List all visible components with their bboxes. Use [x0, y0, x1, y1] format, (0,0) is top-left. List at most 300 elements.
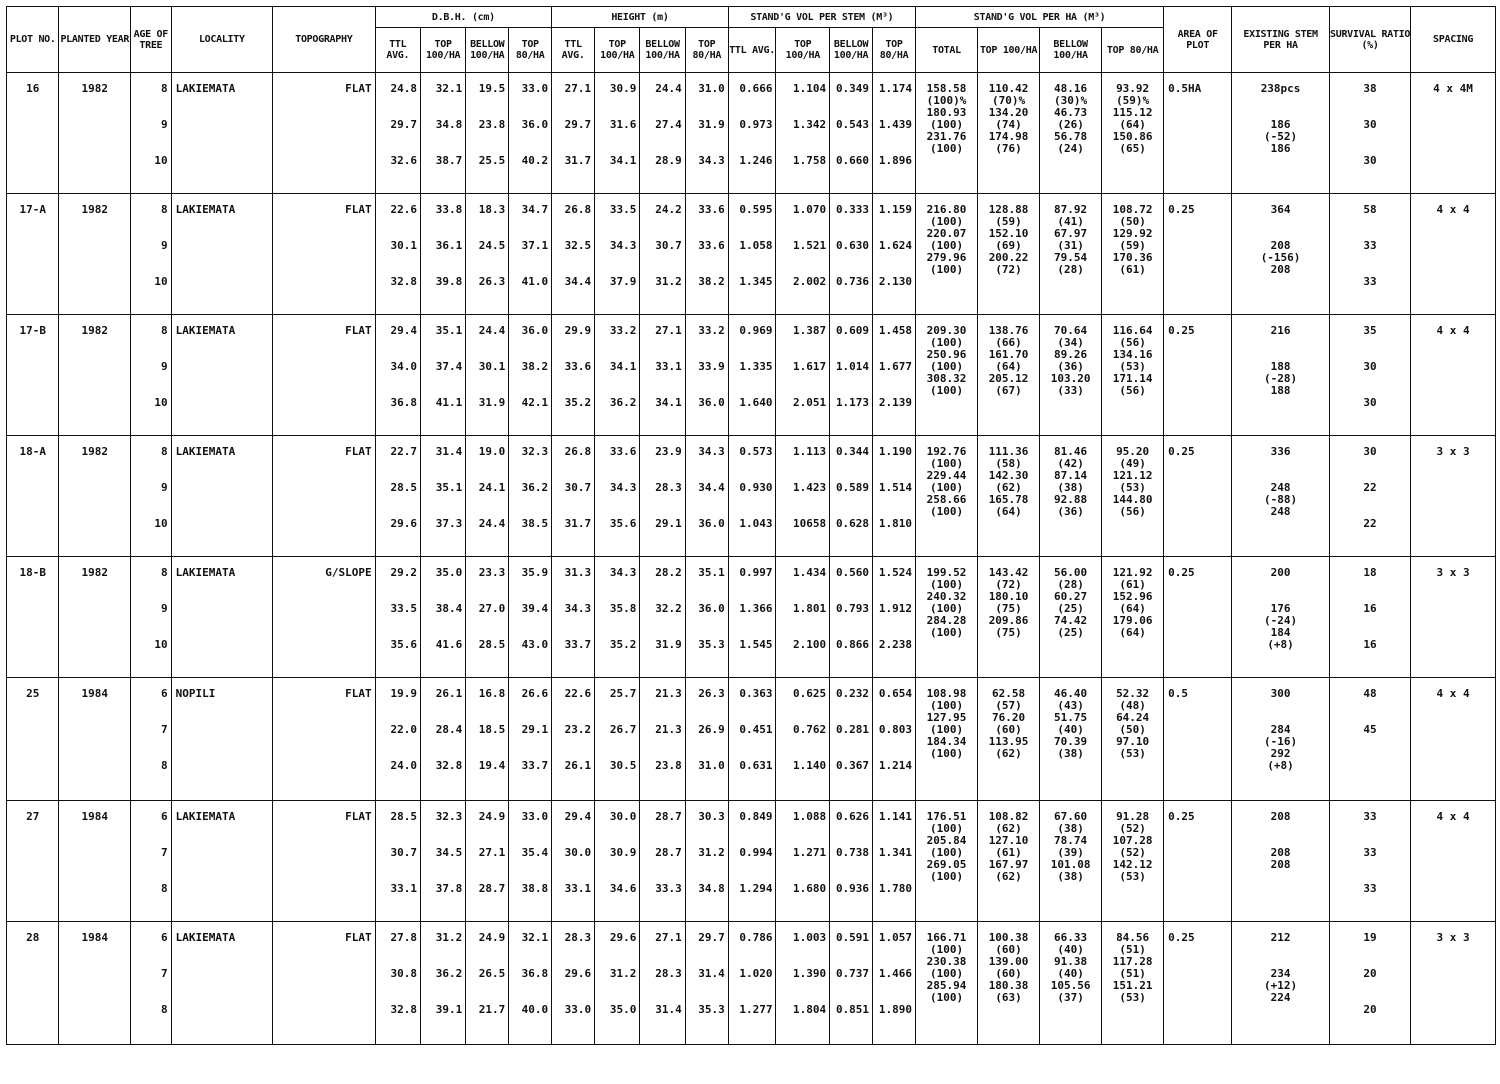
vol-stem-cell	[873, 315, 916, 436]
height-value: 36.2	[609, 396, 637, 409]
age-value: 10	[154, 396, 168, 409]
height-value: 32.2	[655, 602, 682, 615]
vol-ha-percent: (53)	[1119, 481, 1146, 494]
planted-year-cell-value: 1984	[81, 931, 109, 944]
dbh-value: 33.0	[521, 810, 549, 823]
survival-value: 30	[1363, 360, 1377, 373]
vol-ha-value: 70.64	[1054, 324, 1088, 337]
vol-ha-value: 121.92	[1112, 566, 1153, 579]
vol-ha-value: 205.84	[926, 834, 967, 847]
vol-ha-value: 167.97	[988, 858, 1029, 871]
vol-ha-value: 95.20	[1116, 445, 1150, 458]
vol-ha-percent: (53)	[1119, 870, 1146, 883]
dbh-value: 41.1	[435, 396, 463, 409]
spacing-cell-value: 3 x 3	[1436, 931, 1470, 944]
height-value: 33.6	[698, 203, 725, 216]
height-value: 24.4	[655, 82, 682, 95]
planted-year-cell-value: 1984	[81, 810, 109, 823]
vol-ha-value: 180.10	[988, 590, 1029, 603]
vol-stem-value: 1.423	[793, 481, 827, 494]
plot-no-cell-value: 17-B	[19, 324, 46, 337]
vol-ha-value: 56.78	[1054, 130, 1088, 143]
vol-ha-percent: (40)	[1057, 723, 1084, 736]
vol-ha-percent: (100)	[929, 118, 964, 131]
vol-ha-percent: (53)	[1119, 360, 1146, 373]
vol-stem-value: 1.896	[878, 154, 913, 167]
locality-cell	[171, 922, 272, 1045]
vol-stem-cell	[830, 315, 873, 436]
vol-stem-cell	[830, 194, 873, 315]
vol-ha-percent: (38)	[1057, 747, 1084, 760]
vol-ha-value: 87.92	[1054, 203, 1088, 216]
topography-cell	[273, 557, 376, 678]
vol-stem-cell	[830, 557, 873, 678]
dbh-value: 37.4	[435, 360, 463, 373]
vol-ha-percent: (62)	[995, 747, 1022, 760]
height-value: 26.8	[564, 445, 592, 458]
vol-stem-value: 1.680	[793, 882, 827, 895]
vol-ha-cell	[1040, 678, 1102, 801]
existing-stem-value: (-16)	[1264, 735, 1298, 748]
vol-ha-value: 152.96	[1112, 590, 1153, 603]
area-cell-value: 0.25	[1168, 203, 1195, 216]
survival-cell	[1329, 194, 1410, 315]
header-stand-vol-ha: STAND'G VOL PER HA (M³)	[916, 7, 1164, 28]
vol-stem-value: 0.589	[835, 481, 870, 494]
plot-no-cell-value: 16	[26, 82, 40, 95]
height-value: 30.7	[655, 239, 682, 252]
vol-ha-percent: (30)%	[1054, 94, 1088, 107]
dbh-value: 16.8	[478, 687, 506, 700]
vol-stem-value: 0.762	[793, 723, 827, 736]
existing-stem-cell	[1232, 678, 1330, 801]
dbh-value: 34.0	[390, 360, 417, 373]
height-value: 27.1	[655, 931, 682, 944]
height-cell	[640, 436, 685, 557]
height-value: 32.5	[564, 239, 592, 252]
dbh-value: 30.1	[478, 360, 506, 373]
topography-cell-value: FLAT	[345, 810, 372, 823]
height-value: 34.3	[609, 239, 637, 252]
height-value: 36.0	[698, 517, 725, 530]
vol-stem-value: 1.366	[739, 602, 773, 615]
height-value: 31.0	[698, 759, 725, 772]
vol-ha-percent: (100)	[929, 239, 964, 252]
dbh-value: 28.4	[435, 723, 463, 736]
height-cell	[685, 73, 728, 194]
vol-stem-value: 1.617	[793, 360, 827, 373]
dbh-value: 35.9	[521, 566, 549, 579]
height-value: 29.1	[655, 517, 682, 530]
vol-ha-percent: (100)	[929, 263, 964, 276]
vol-ha-value: 134.16	[1112, 348, 1153, 361]
age-cell	[131, 678, 172, 801]
existing-stem-value: 208	[1270, 239, 1291, 252]
area-cell	[1164, 194, 1232, 315]
plot-no-cell	[7, 678, 59, 801]
dbh-value: 24.0	[390, 759, 417, 772]
age-value: 10	[154, 154, 168, 167]
height-value: 31.2	[609, 967, 637, 980]
vol-stem-value: 1.140	[793, 759, 827, 772]
dbh-value: 32.3	[521, 445, 549, 458]
existing-stem-value: 200	[1270, 566, 1291, 579]
vol-ha-value: 127.10	[988, 834, 1029, 847]
subheader-height-top80: TOP 80/HA	[685, 28, 728, 73]
height-cell	[685, 436, 728, 557]
locality-cell-value: LAKIEMATA	[175, 445, 236, 458]
plot-no-cell	[7, 73, 59, 194]
height-value: 30.0	[564, 846, 592, 859]
locality-cell-value: LAKIEMATA	[175, 931, 236, 944]
height-cell	[595, 73, 640, 194]
vol-stem-value: 1.804	[793, 1003, 827, 1016]
vol-ha-percent: (75)	[995, 602, 1022, 615]
vol-ha-value: 87.14	[1054, 469, 1088, 482]
header-plot-no: PLOT NO.	[7, 7, 59, 73]
height-value: 34.1	[609, 360, 637, 373]
vol-ha-value: 127.95	[926, 711, 967, 724]
spacing-cell	[1411, 678, 1496, 801]
existing-stem-value: (-88)	[1264, 493, 1298, 506]
vol-ha-cell	[1102, 678, 1164, 801]
height-value: 24.2	[655, 203, 682, 216]
vol-ha-value: 308.32	[926, 372, 967, 385]
vol-stem-value: 0.451	[739, 723, 773, 736]
dbh-value: 31.4	[435, 445, 463, 458]
vol-stem-value: 1.514	[878, 481, 913, 494]
vol-ha-value: 200.22	[988, 251, 1029, 264]
height-value: 29.4	[564, 810, 592, 823]
vol-stem-value: 1.294	[739, 882, 773, 895]
vol-stem-value: 1.113	[793, 445, 827, 458]
dbh-cell	[509, 436, 552, 557]
height-cell	[640, 194, 685, 315]
dbh-value: 21.7	[478, 1003, 506, 1016]
dbh-value: 31.2	[435, 931, 463, 944]
vol-stem-cell	[873, 73, 916, 194]
dbh-value: 41.0	[521, 275, 549, 288]
vol-stem-value: 0.803	[878, 723, 913, 736]
vol-ha-value: 56.00	[1054, 566, 1088, 579]
dbh-cell	[375, 73, 420, 194]
dbh-value: 26.6	[521, 687, 549, 700]
dbh-value: 32.3	[435, 810, 463, 823]
height-value: 34.8	[698, 882, 725, 895]
dbh-value: 38.2	[521, 360, 549, 373]
dbh-value: 35.0	[435, 566, 463, 579]
dbh-value: 27.0	[478, 602, 506, 615]
spacing-cell	[1411, 194, 1496, 315]
height-value: 34.3	[609, 481, 637, 494]
vol-ha-value: 70.39	[1054, 735, 1088, 748]
survival-cell	[1329, 73, 1410, 194]
height-cell	[552, 194, 595, 315]
survival-value: 48	[1363, 687, 1377, 700]
vol-ha-percent: (75)	[995, 626, 1022, 639]
vol-ha-percent: (64)	[995, 360, 1022, 373]
existing-stem-value: 248	[1270, 505, 1291, 518]
subheader-vol-stem-ttl-avg: TTL AVG.	[728, 28, 776, 73]
locality-cell-value: LAKIEMATA	[175, 566, 236, 579]
height-value: 27.1	[655, 324, 682, 337]
height-value: 31.9	[655, 638, 682, 651]
vol-stem-value: 0.573	[739, 445, 773, 458]
height-cell	[685, 801, 728, 922]
subheader-height-ttl-avg: TTL AVG.	[552, 28, 595, 73]
header-dbh: D.B.H. (cm)	[375, 7, 552, 28]
vol-ha-value: 67.97	[1054, 227, 1088, 240]
vol-stem-value: 0.866	[835, 638, 870, 651]
vol-stem-value: 1.341	[878, 846, 913, 859]
existing-stem-cell	[1232, 194, 1330, 315]
height-value: 31.6	[609, 118, 637, 131]
vol-ha-value: 60.27	[1054, 590, 1088, 603]
age-cell	[131, 922, 172, 1045]
vol-ha-value: 91.28	[1116, 810, 1150, 823]
locality-cell	[171, 678, 272, 801]
height-cell	[595, 315, 640, 436]
height-value: 28.7	[655, 810, 682, 823]
height-value: 33.1	[655, 360, 682, 373]
subheader-height-bellow100: BELLOW 100/HA	[640, 28, 685, 73]
dbh-cell	[420, 557, 465, 678]
table-row	[7, 922, 1496, 1045]
dbh-value: 37.1	[521, 239, 549, 252]
vol-ha-value: 108.72	[1112, 203, 1153, 216]
existing-stem-cell	[1232, 436, 1330, 557]
vol-stem-value: 0.609	[835, 324, 870, 337]
area-cell-value: 0.25	[1168, 324, 1195, 337]
vol-stem-value: 0.666	[739, 82, 773, 95]
vol-stem-value: 1.434	[793, 566, 827, 579]
dbh-value: 39.4	[521, 602, 549, 615]
vol-stem-cell	[873, 801, 916, 922]
vol-ha-percent: (72)	[995, 263, 1022, 276]
vol-stem-value: 1.057	[878, 931, 913, 944]
vol-ha-percent: (52)	[1119, 846, 1146, 859]
age-cell	[131, 194, 172, 315]
vol-ha-percent: (65)	[1119, 142, 1146, 155]
vol-stem-value: 0.994	[739, 846, 773, 859]
header-stand-vol-stem: STAND'G VOL PER STEM (M³)	[728, 7, 915, 28]
spacing-cell-value: 4 x 4	[1436, 324, 1470, 337]
plot-no-cell	[7, 436, 59, 557]
vol-stem-value: 0.660	[835, 154, 870, 167]
topography-cell-value: FLAT	[345, 445, 372, 458]
vol-stem-value: 0.281	[835, 723, 870, 736]
dbh-cell	[466, 194, 509, 315]
dbh-value: 31.9	[478, 396, 506, 409]
vol-stem-value: 1.524	[878, 566, 913, 579]
dbh-value: 32.8	[435, 759, 463, 772]
vol-ha-percent: (38)	[1057, 870, 1084, 883]
vol-ha-value: 48.16	[1054, 82, 1088, 95]
vol-stem-cell	[873, 436, 916, 557]
plot-data-table	[6, 6, 1496, 1045]
dbh-cell	[375, 801, 420, 922]
existing-stem-value: 300	[1270, 687, 1291, 700]
vol-ha-percent: (37)	[1057, 991, 1084, 1004]
vol-ha-value: 161.70	[988, 348, 1029, 361]
table-row	[7, 557, 1496, 678]
vol-ha-value: 150.86	[1112, 130, 1153, 143]
vol-ha-cell	[1040, 73, 1102, 194]
vol-stem-cell	[830, 801, 873, 922]
area-cell-value: 0.25	[1168, 445, 1195, 458]
dbh-value: 36.1	[435, 239, 463, 252]
dbh-value: 39.1	[435, 1003, 463, 1016]
locality-cell	[171, 557, 272, 678]
height-value: 28.3	[655, 481, 682, 494]
vol-ha-value: 108.82	[988, 810, 1029, 823]
height-value: 28.7	[655, 846, 682, 859]
survival-value: 33	[1363, 239, 1377, 252]
height-value: 33.6	[609, 445, 637, 458]
vol-ha-value: 166.71	[926, 931, 967, 944]
vol-ha-percent: (36)	[1057, 505, 1084, 518]
vol-ha-value: 139.00	[988, 955, 1029, 968]
vol-ha-percent: (100)	[929, 967, 964, 980]
plot-no-cell	[7, 315, 59, 436]
dbh-value: 41.6	[435, 638, 463, 651]
height-cell	[552, 557, 595, 678]
topography-cell	[273, 315, 376, 436]
vol-stem-value: 0.631	[739, 759, 773, 772]
dbh-cell	[466, 557, 509, 678]
dbh-value: 22.0	[390, 723, 417, 736]
existing-stem-value: (-24)	[1264, 614, 1298, 627]
vol-ha-value: 229.44	[926, 469, 967, 482]
plot-no-cell-value: 18-A	[19, 445, 46, 458]
dbh-value: 28.5	[478, 638, 506, 651]
table-row	[7, 678, 1496, 801]
age-value: 6	[161, 931, 168, 944]
vol-stem-cell	[776, 557, 830, 678]
dbh-cell	[466, 436, 509, 557]
vol-ha-value: 117.28	[1112, 955, 1153, 968]
vol-ha-value: 79.54	[1054, 251, 1088, 264]
vol-ha-percent: (60)	[995, 943, 1022, 956]
height-cell	[685, 557, 728, 678]
vol-ha-cell	[916, 436, 978, 557]
vol-stem-cell	[873, 678, 916, 801]
vol-ha-value: 121.12	[1112, 469, 1153, 482]
existing-stem-value: 216	[1270, 324, 1291, 337]
vol-ha-percent: (100)	[929, 991, 964, 1004]
height-value: 33.2	[698, 324, 725, 337]
height-value: 33.9	[698, 360, 725, 373]
vol-stem-value: 0.349	[835, 82, 870, 95]
vol-stem-value: 1.810	[878, 517, 913, 530]
height-value: 33.5	[609, 203, 637, 216]
topography-cell	[273, 801, 376, 922]
vol-stem-cell	[776, 73, 830, 194]
survival-value: 16	[1363, 602, 1377, 615]
height-value: 36.0	[698, 602, 725, 615]
existing-stem-value: 234	[1270, 967, 1291, 980]
vol-ha-percent: (25)	[1057, 626, 1084, 639]
vol-ha-value: 158.58	[926, 82, 967, 95]
subheader-dbh-ttl-avg: TTL AVG.	[375, 28, 420, 73]
vol-ha-cell	[916, 315, 978, 436]
spacing-cell	[1411, 922, 1496, 1045]
height-value: 31.7	[564, 154, 592, 167]
planted-year-cell-value: 1982	[81, 445, 109, 458]
planted-year-cell	[59, 194, 131, 315]
height-value: 26.7	[609, 723, 637, 736]
height-cell	[640, 922, 685, 1045]
dbh-value: 33.1	[390, 882, 417, 895]
height-cell	[640, 73, 685, 194]
vol-ha-cell	[916, 557, 978, 678]
vol-ha-percent: (69)	[995, 239, 1022, 252]
vol-ha-value: 67.60	[1054, 810, 1088, 823]
dbh-value: 30.7	[390, 846, 417, 859]
vol-ha-percent: (100)	[929, 215, 964, 228]
dbh-cell	[375, 315, 420, 436]
vol-ha-value: 91.38	[1054, 955, 1088, 968]
vol-ha-percent: (52)	[1119, 822, 1146, 835]
height-value: 21.3	[655, 723, 682, 736]
vol-stem-value: 0.997	[739, 566, 773, 579]
height-value: 34.4	[564, 275, 592, 288]
vol-ha-percent: (64)	[995, 505, 1022, 518]
header-spacing: SPACING	[1411, 7, 1496, 73]
age-value: 9	[161, 118, 168, 131]
vol-ha-cell	[916, 73, 978, 194]
height-value: 23.2	[564, 723, 592, 736]
age-value: 7	[161, 723, 168, 736]
vol-stem-cell	[728, 194, 776, 315]
existing-stem-value: 208	[1270, 846, 1291, 859]
vol-ha-value: 138.76	[988, 324, 1029, 337]
plot-no-cell	[7, 922, 59, 1045]
age-value: 9	[161, 481, 168, 494]
dbh-cell	[420, 315, 465, 436]
vol-ha-percent: (100)	[929, 578, 964, 591]
vol-ha-value: 76.20	[992, 711, 1026, 724]
vol-stem-value: 0.595	[739, 203, 773, 216]
height-value: 27.4	[655, 118, 682, 131]
vol-stem-cell	[776, 801, 830, 922]
vol-stem-value: 1.912	[878, 602, 913, 615]
age-value: 10	[154, 275, 168, 288]
vol-ha-value: 258.66	[926, 493, 967, 506]
vol-ha-value: 62.58	[992, 687, 1026, 700]
height-value: 31.2	[698, 846, 725, 859]
vol-stem-cell	[776, 436, 830, 557]
age-value: 6	[161, 810, 168, 823]
planted-year-cell	[59, 801, 131, 922]
age-value: 10	[154, 517, 168, 530]
height-value: 30.5	[609, 759, 637, 772]
vol-stem-cell	[728, 678, 776, 801]
vol-ha-value: 220.07	[926, 227, 967, 240]
vol-stem-cell	[830, 922, 873, 1045]
dbh-value: 40.0	[521, 1003, 549, 1016]
vol-stem-value: 1.342	[793, 118, 827, 131]
age-value: 8	[161, 882, 168, 895]
dbh-value: 35.1	[435, 481, 463, 494]
vol-stem-cell	[728, 557, 776, 678]
planted-year-cell	[59, 922, 131, 1045]
height-value: 33.3	[655, 882, 682, 895]
vol-stem-value: 10658	[793, 517, 827, 530]
height-value: 30.9	[609, 846, 637, 859]
vol-ha-value: 240.32	[926, 590, 967, 603]
existing-stem-value: (-156)	[1260, 251, 1301, 264]
